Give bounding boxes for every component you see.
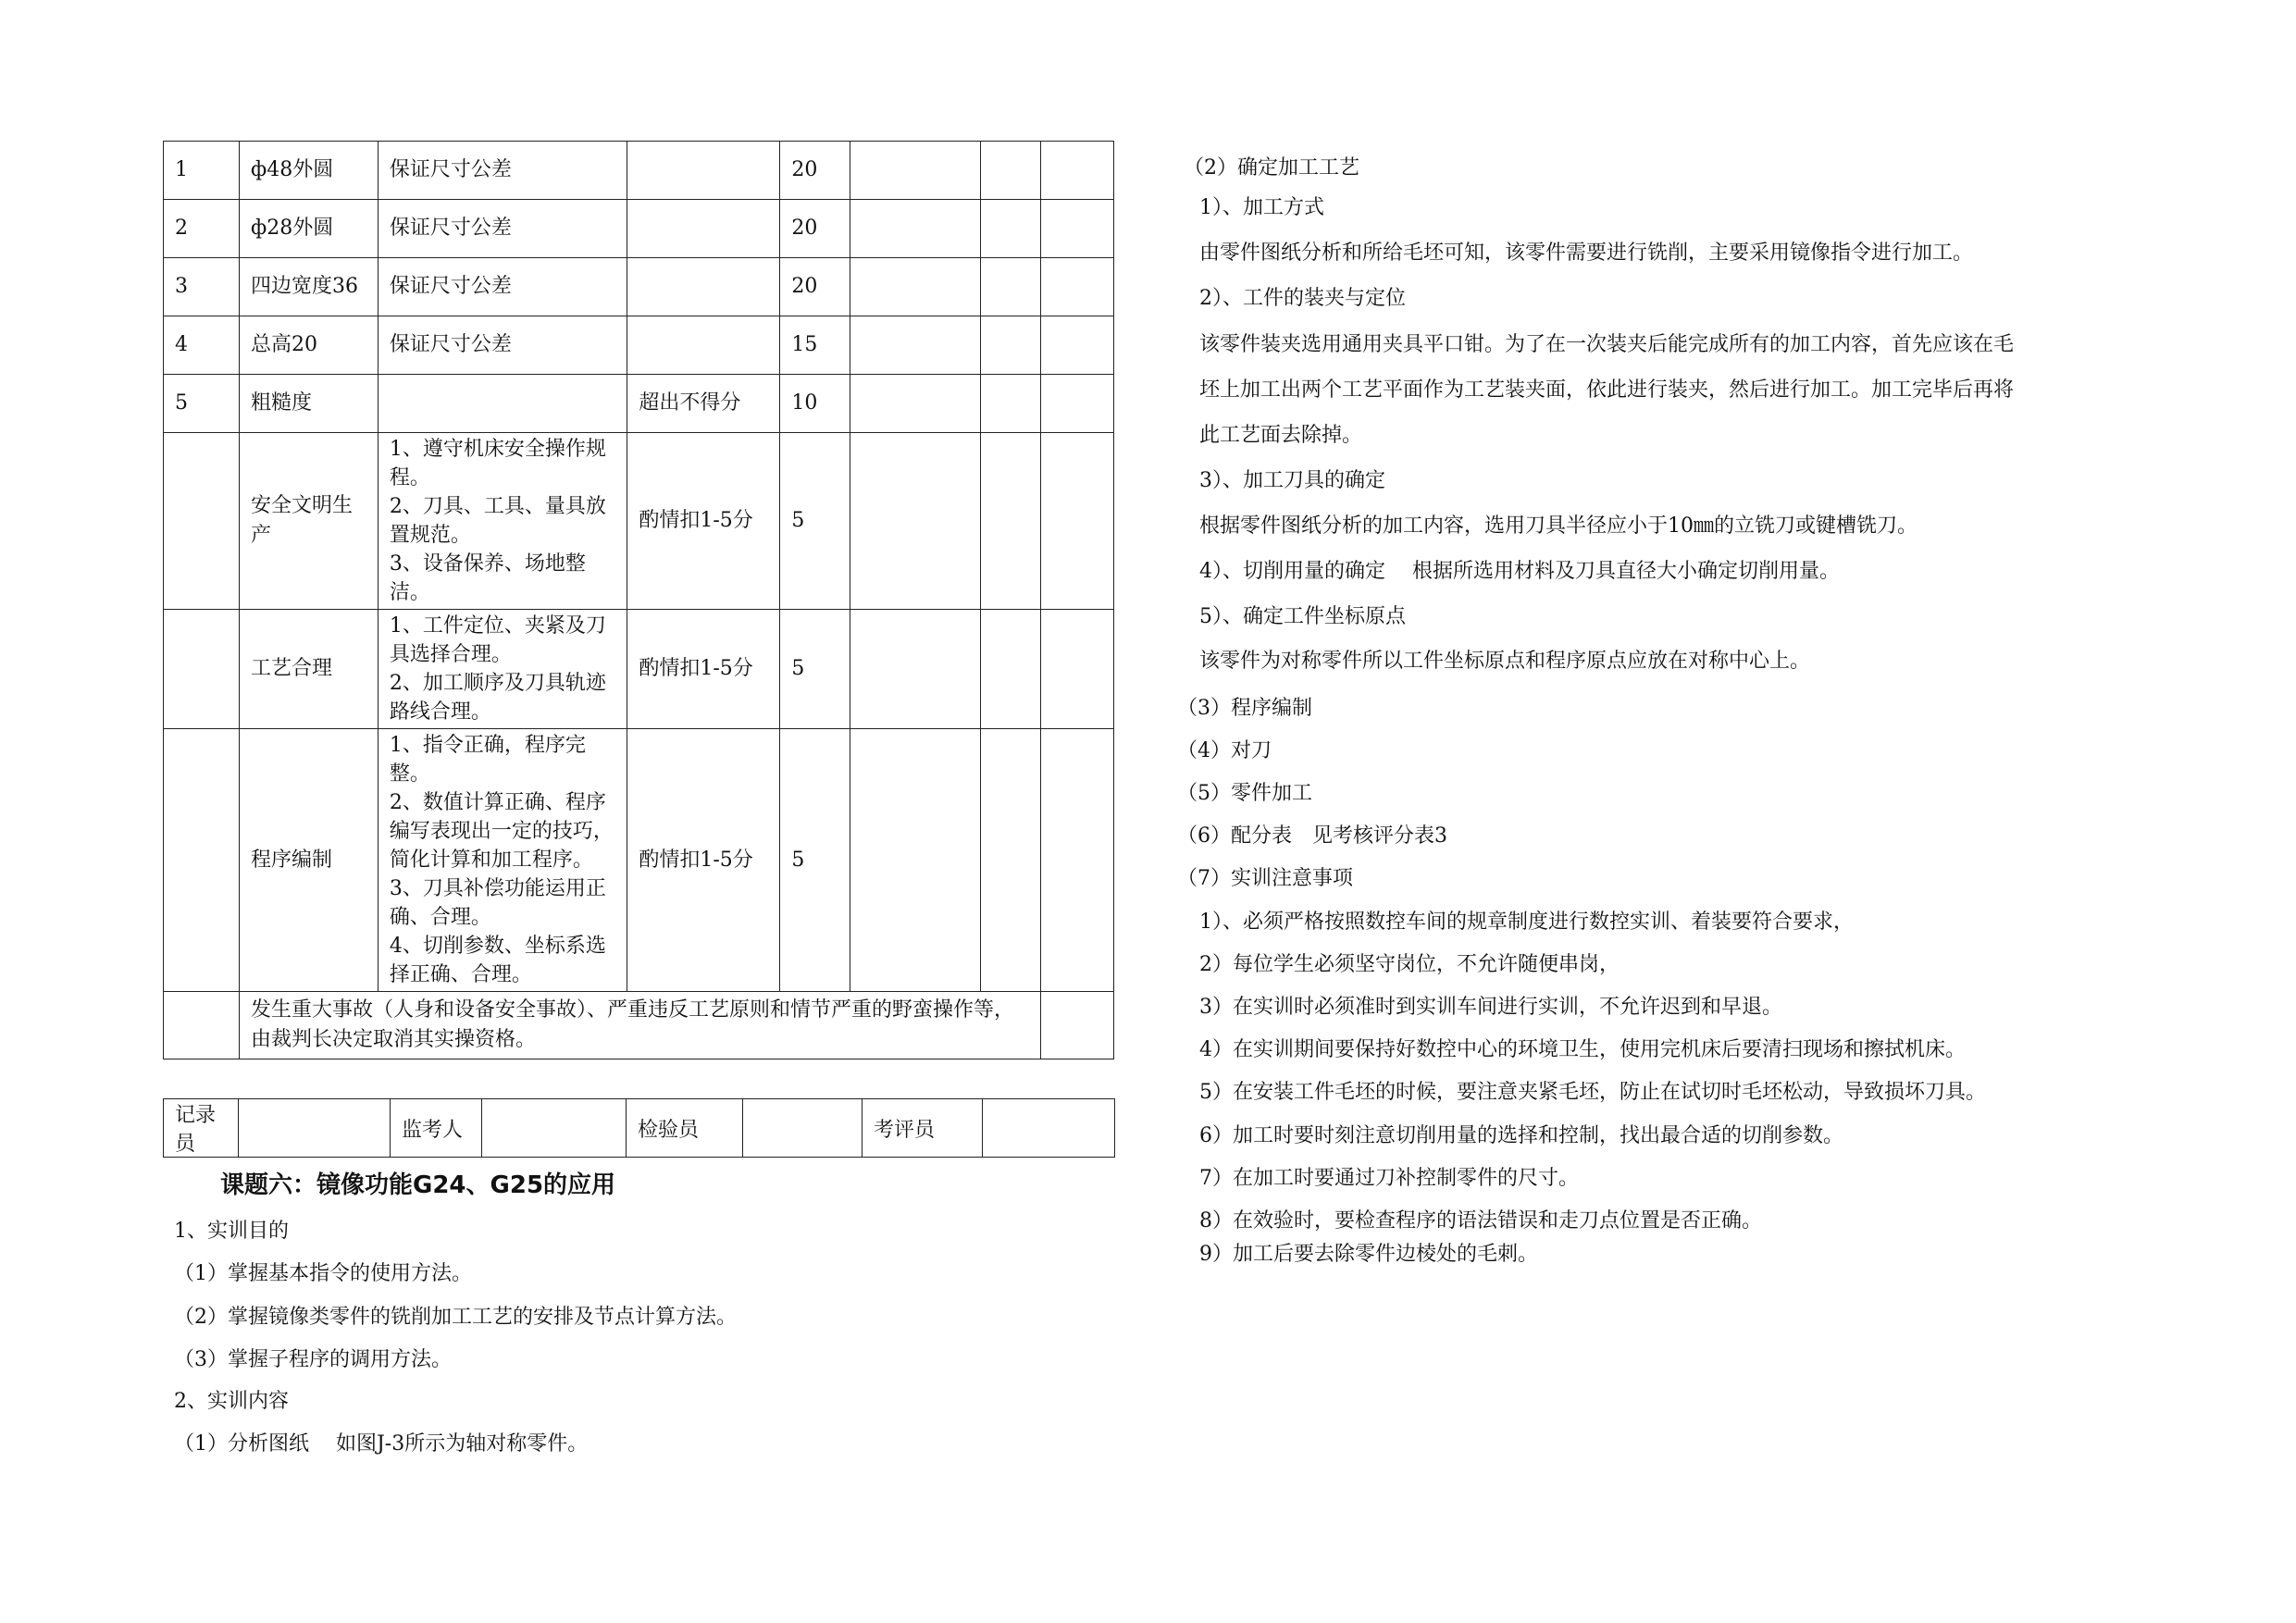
paragraph-line: 根据零件图纸分析的加工内容，选用刀具半径应小于10㎜的立铣刀或键槽铣刀。 [1199,514,1917,538]
empty-cell [850,729,981,992]
objective-line: （3）掌握子程序的调用方法。 [174,1348,452,1371]
step-heading: 3）、加工刀具的确定 [1199,469,1385,492]
precaution-line: 8）在效验时，要检查程序的语法错误和走刀点位置是否正确。 [1199,1209,1762,1233]
table-row [164,200,1114,258]
requirement: 保证尺寸公差 [378,258,627,316]
requirement: 保证尺寸公差 [378,142,627,200]
section-heading: 1、实训目的 [174,1220,289,1243]
step-heading: 2）、工件的装夹与定位 [1199,287,1406,310]
score-value: 5 [780,433,850,610]
score-value: 5 [780,729,850,992]
signature-row [164,1099,1115,1158]
requirement-line: 1、工件定位、夹紧及刀具选择合理。 [389,614,606,666]
score-table [163,141,1114,1059]
subsection-heading: （5）零件加工 [1177,782,1312,805]
signature-table [163,1098,1115,1158]
empty-cell [850,375,981,433]
score-value: 15 [780,316,850,375]
empty-cell [1040,610,1113,729]
empty-cell [981,375,1041,433]
empty-cell [1040,200,1113,258]
subsection-heading: （6）配分表 见考核评分表3 [1177,824,1447,848]
row-number [164,433,240,610]
precaution-line: 3）在实训时必须准时到实训车间进行实训，不允许迟到和早退。 [1199,996,1782,1019]
empty-cell [981,729,1041,992]
subsection-heading: （3）程序编制 [1177,697,1312,720]
paragraph-line: 坯上加工出两个工艺平面作为工艺装夹面，依此进行装夹，然后进行加工。加工完毕后再将 [1199,378,2015,402]
empty-cell [1040,316,1113,375]
grader-field[interactable] [983,1099,1115,1158]
paragraph-line: 该零件装夹选用通用夹具平口钳。为了在一次装夹后能完成所有的加工内容，首先应该在毛 [1199,333,2015,356]
deduction-rule [627,316,780,375]
precaution-line: 2）每位学生必须坚守岗位，不允许随便串岗， [1199,953,1620,976]
inspector-field[interactable] [743,1099,863,1158]
requirement-line: 3、设备保养、场地整洁。 [389,552,586,604]
empty-cell [981,258,1041,316]
grader-label: 考评员 [863,1099,983,1158]
item-name: 四边宽度36 [240,258,379,316]
proctor-field[interactable] [482,1099,627,1158]
precaution-line: 1）、必须严格按照数控车间的规章制度进行数控实训、着装要符合要求， [1199,911,1854,934]
deduction-rule [627,142,780,200]
requirement-line: 2、刀具、工具、量具放置规范。 [389,495,606,547]
table-row [164,729,1114,992]
item-name: 程序编制 [240,729,379,992]
requirement-list [378,729,627,992]
paragraph-line: 该零件为对称零件所以工件坐标原点和程序原点应放在对称中心上。 [1199,650,1811,673]
item-name: 工艺合理 [240,610,379,729]
empty-cell [981,142,1041,200]
empty-cell [981,200,1041,258]
score-value: 20 [780,142,850,200]
empty-cell [1040,142,1113,200]
empty-cell [850,142,981,200]
recorder-field[interactable] [239,1099,391,1158]
inspector-label: 检验员 [627,1099,743,1158]
row-number: 3 [164,258,240,316]
paragraph-line: 由零件图纸分析和所给毛坯可知，该零件需要进行铣削，主要采用镜像指令进行加工。 [1199,242,1974,265]
section-heading: 2、实训内容 [174,1390,289,1413]
score-value: 10 [780,375,850,433]
item-name: 总高20 [240,316,379,375]
requirement [378,375,627,433]
precaution-line: 5）在安装工件毛坯的时候，要注意夹紧毛坯，防止在试切时毛坯松动，导致损坏刀具。 [1199,1081,1986,1104]
deduction-rule: 酌情扣1-5分 [627,433,780,610]
row-number [164,729,240,992]
precaution-line: 7）在加工时要通过刀补控制零件的尺寸。 [1199,1167,1579,1190]
table-row [164,610,1114,729]
row-number: 2 [164,200,240,258]
deduction-rule: 酌情扣1-5分 [627,729,780,992]
precaution-line: 4）在实训期间要保持好数控中心的环境卫生，使用完机床后要清扫现场和擦拭机床。 [1199,1038,1966,1061]
requirement-line: 2、加工顺序及刀具轨迹路线合理。 [389,672,606,724]
empty-cell [850,200,981,258]
row-number [164,610,240,729]
table-row [164,992,1114,1059]
requirement-line: 4、切削参数、坐标系选择正确、合理。 [389,935,606,986]
table-row [164,433,1114,610]
empty-cell [1040,729,1113,992]
step-heading: 5）、确定工件坐标原点 [1199,605,1406,628]
empty-cell [850,610,981,729]
empty-cell [1040,258,1113,316]
table-row [164,316,1114,375]
requirement-line: 1、遵守机床安全操作规程。 [389,438,606,489]
requirement-line: 3、刀具补偿功能运用正确、合理。 [389,877,606,929]
row-number: 5 [164,375,240,433]
lesson-title: 课题六：镜像功能G24、G25的应用 [220,1171,616,1199]
empty-cell [981,433,1041,610]
empty-cell [981,316,1041,375]
objective-line: （1）掌握基本指令的使用方法。 [174,1262,472,1285]
item-name: 粗糙度 [240,375,379,433]
subsection-heading: （2）确定加工工艺 [1184,156,1359,180]
disqualification-note: 发生重大事故（人身和设备安全事故）、严重违反工艺原则和情节严重的野蛮操作等，由裁判长决定取消其实操资格。 [240,992,1041,1059]
step-heading: 1）、加工方式 [1199,196,1324,219]
deduction-rule [627,258,780,316]
step-heading: 4）、切削用量的确定 根据所选用材料及刀具直径大小确定切削用量。 [1199,560,1840,583]
deduction-rule [627,200,780,258]
empty-cell [850,433,981,610]
subsection-heading: （7）实训注意事项 [1177,867,1353,890]
row-number: 4 [164,316,240,375]
score-value: 5 [780,610,850,729]
item-name: 安全文明生产 [240,433,379,610]
empty-cell [1040,375,1113,433]
item-name: ф48外圆 [240,142,379,200]
table-row [164,258,1114,316]
requirement: 保证尺寸公差 [378,316,627,375]
deduction-rule: 超出不得分 [627,375,780,433]
requirement: 保证尺寸公差 [378,200,627,258]
precaution-line: 9）加工后要去除零件边棱处的毛刺。 [1199,1243,1538,1266]
precaution-line: 6）加工时要时刻注意切削用量的选择和控制，找出最合适的切削参数。 [1199,1124,1843,1147]
proctor-label: 监考人 [391,1099,482,1158]
objective-line: （2）掌握镜像类零件的铣削加工工艺的安排及节点计算方法。 [174,1306,737,1329]
row-number [164,992,240,1059]
empty-cell [850,316,981,375]
requirement-list [378,610,627,729]
table-row [164,375,1114,433]
score-value: 20 [780,258,850,316]
item-name: ф28外圆 [240,200,379,258]
row-number: 1 [164,142,240,200]
empty-cell [1040,992,1113,1059]
table-row [164,142,1114,200]
empty-cell [1040,433,1113,610]
requirement-line: 2、数值计算正确、程序编写表现出一定的技巧，简化计算和加工程序。 [389,791,614,872]
subsection-heading: （4）对刀 [1177,739,1272,762]
deduction-rule: 酌情扣1-5分 [627,610,780,729]
content-line: （1）分析图纸 如图J-3所示为轴对称零件。 [174,1432,589,1456]
score-value: 20 [780,200,850,258]
empty-cell [850,258,981,316]
empty-cell [981,610,1041,729]
recorder-label: 记录员 [164,1099,239,1158]
requirement-list [378,433,627,610]
paragraph-line: 此工艺面去除掉。 [1199,424,1363,447]
requirement-line: 1、指令正确，程序完整。 [389,734,586,786]
